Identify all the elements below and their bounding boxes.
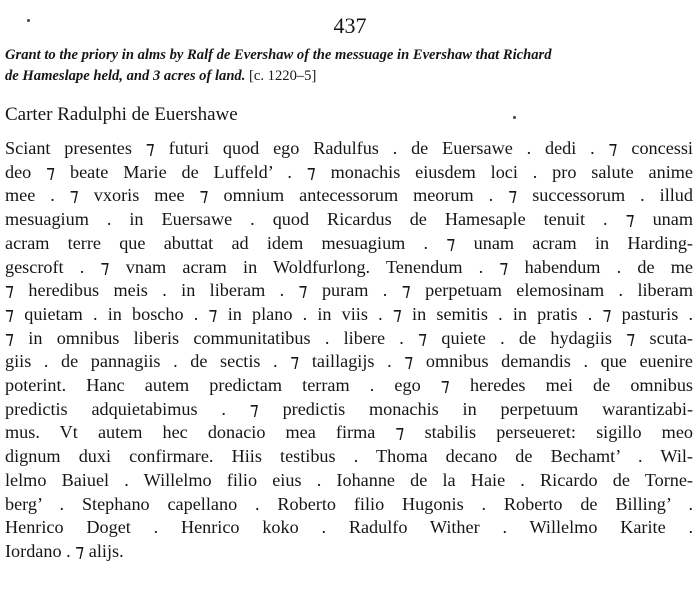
charter-line: lelmo Baiuel . Willelmo filio eius . Iohanne de la Haie . Ricardo de Torne- — [5, 469, 693, 490]
charter-line: predictis adquietabimus . ⁊ predictis monachis in perpetuum warantizabi- — [5, 398, 693, 419]
charter-line: acram terre que abuttat ad idem mesuagium . ⁊ unam acram in Harding- — [5, 232, 693, 253]
heading-line-text: de Hameslape held, and 3 acres of land. — [5, 68, 246, 84]
charter-line: Sciant presentes ⁊ futuri quod ego Radulfus . de Euersawe . dedi . ⁊ concessi — [5, 138, 693, 158]
charter-line: ⁊ in omnibus liberis communitatibus . libere . ⁊ quiete . de hydagiis ⁊ scuta- — [5, 327, 693, 348]
charter-title: Carter Radulphi de Euershawe — [5, 104, 238, 125]
charter-line: mus. Vt autem hec donacio mea firma ⁊ stabilis perseueret: sigillo meo — [5, 422, 693, 443]
charter-line: gescroft . ⁊ vnam acram in Woldfurlong. Tenendum . ⁊ habendum . de me — [5, 256, 693, 277]
document-heading — [5, 45, 693, 87]
charter-line: poterint. Hanc autem predictam terram . ego ⁊ heredes mei de omnibus — [5, 375, 693, 396]
charter-line: ⁊ quietam . in boscho . ⁊ in plano . in viis . ⁊ in semitis . in pratis . ⁊ pasturis . — [5, 303, 693, 324]
charter-line: mee . ⁊ vxoris mee ⁊ omnium antecessorum meorum . ⁊ successorum . illud — [5, 185, 693, 206]
charter-line: mesuagium . in Euersawe . quod Ricardus de Hamesaple tenuit . ⁊ unam — [5, 209, 693, 230]
charter-line: giis . de pannagiis . de sectis . ⁊ taillagijs . ⁊ omnibus demandis . que euenire — [5, 351, 693, 372]
charter-line: deo ⁊ beate Marie de Luffeld’ . ⁊ monachis eiusdem loci . pro salute anime — [5, 161, 693, 182]
heading-line — [5, 66, 693, 87]
charter-text — [5, 137, 693, 564]
speck-mark — [513, 116, 516, 119]
page-number: 437 — [333, 13, 367, 38]
charter-line: dignum duxi confirmare. Hiis testibus . Thoma decano de Bechamt’ . Wil- — [5, 446, 693, 467]
charter-line: berg’ . Stephano capellano . Roberto filio Hugonis . Roberto de Billing’ . — [5, 493, 693, 514]
heading-date: [c. 1220–5] — [249, 68, 317, 84]
charter-line: Henrico Doget . Henrico koko . Radulfo Wither . Willelmo Karite . — [5, 517, 693, 538]
charter-line: ⁊ heredibus meis . in liberam . ⁊ puram . ⁊ perpetuam elemosinam . liberam — [5, 280, 693, 301]
heading-line: Grant to the priory in alms by Ralf de Evershaw of the messuage in Evershaw that Richard — [5, 47, 552, 63]
charter-line: Iordano . ⁊ alijs. — [5, 540, 124, 561]
